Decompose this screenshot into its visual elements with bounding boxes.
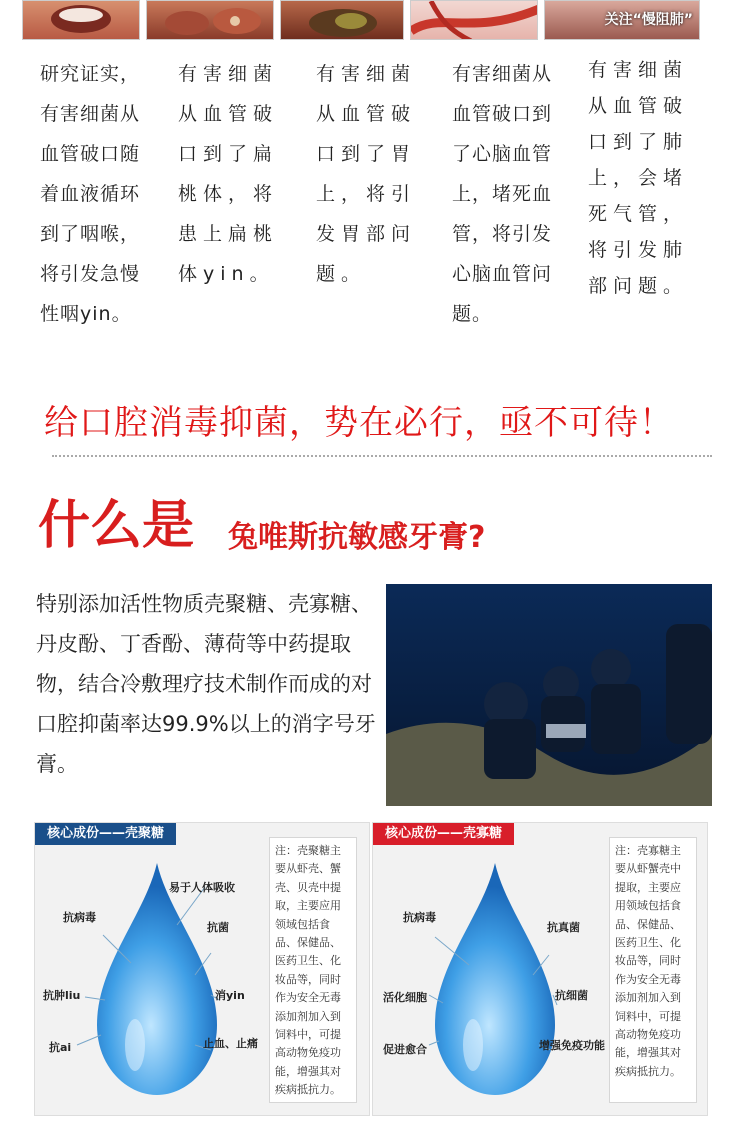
tonsil-illustration <box>147 1 274 40</box>
heading-product: 兔唯斯抗敏感牙膏? <box>228 520 486 555</box>
label-healing: 促进愈合 <box>383 1043 427 1056</box>
label-easy-absorb: 易于人体吸收 <box>169 881 235 894</box>
throat-illustration <box>23 1 140 40</box>
intro-text: 特别添加活性物质壳聚糖、壳寡糖、丹皮酚、丁香酚、薄荷等中药提取物，结合冷敷理疗技术制作而成的对口腔抑菌率达99.9%以上的消字号牙膏。 <box>36 592 376 776</box>
label-activate-cells: 活化细胞 <box>383 991 427 1004</box>
panel-title: 核心成份——壳聚糖 <box>35 823 176 845</box>
label-antibacterial: 抗菌 <box>207 921 229 934</box>
label-antitumor: 抗肿liu <box>43 989 81 1002</box>
caption-cardio: 有害细菌从血管破口到了心脑血管上，堵死血管，将引发心脑血管问题。 <box>452 63 553 325</box>
label-antivirus: 抗病毒 <box>63 911 96 924</box>
label-antibacteria: 抗细菌 <box>555 989 588 1002</box>
label-anticancer: 抗ai <box>49 1041 72 1054</box>
label-antivirus: 抗病毒 <box>403 911 436 924</box>
caption-lung: 有害细菌从血管破口到了肺上，会堵死气管，将引发肺部问题。 <box>588 59 689 297</box>
ingredient-panel-chitosan <box>34 822 370 1116</box>
panel-note: 注：壳寡糖主要从虾蟹壳中提取，主要应用领域包括食品、保健品、医药卫生、化妆品等，同时作为安全无毒添加剂加入到饲料中，可提高动物免疫功能，增强其对疾病抵抗力。 <box>609 837 697 1103</box>
label-antifungal: 抗真菌 <box>547 921 580 934</box>
tonsil-photo <box>146 0 274 40</box>
heading-what-is: 什么是 <box>38 496 195 556</box>
caption-stomach: 有害细菌从血管破口到了胃上，将引发胃部问题。 <box>316 63 417 285</box>
panel-title: 核心成份——壳寡糖 <box>373 823 514 845</box>
label-anti-inflammation: 消yin <box>215 989 245 1002</box>
diver-illustration <box>386 584 712 806</box>
lung-badge: 关注“慢阻肺” <box>604 12 693 28</box>
caption-throat: 研究证实，有害细菌从血管破口随着血液循环到了咽喉，将引发急慢性咽yin。 <box>40 63 141 325</box>
vessel-illustration <box>411 1 538 40</box>
label-hemostasis: 止血、止痛 <box>203 1037 258 1050</box>
ingredient-panel-chitooligosaccharide <box>372 822 708 1116</box>
throat-photo <box>22 0 140 40</box>
diver-photo <box>386 584 712 806</box>
water-drop-icon <box>373 845 603 1117</box>
vessel-photo <box>410 0 538 40</box>
label-immunity: 增强免疫功能 <box>539 1039 605 1052</box>
stomach-illustration <box>281 1 404 40</box>
panel-note: 注：壳聚糖主要从虾壳、蟹壳、贝壳中提取，主要应用领域包括食品、保健品、医药卫生、化妆品等，同时作为安全无毒添加剂加入到饲料中，可提高动物免疫功能，增强其对疾病抵抗力。 <box>269 837 357 1103</box>
stomach-photo <box>280 0 404 40</box>
slogan: 给口腔消毒抑菌，势在必行，亟不可待！ <box>44 403 674 443</box>
caption-tonsil: 有害细菌从血管破口到了扁桃体，将患上扁桃体yin。 <box>178 63 279 285</box>
lung-photo <box>544 0 700 40</box>
divider <box>52 455 712 457</box>
